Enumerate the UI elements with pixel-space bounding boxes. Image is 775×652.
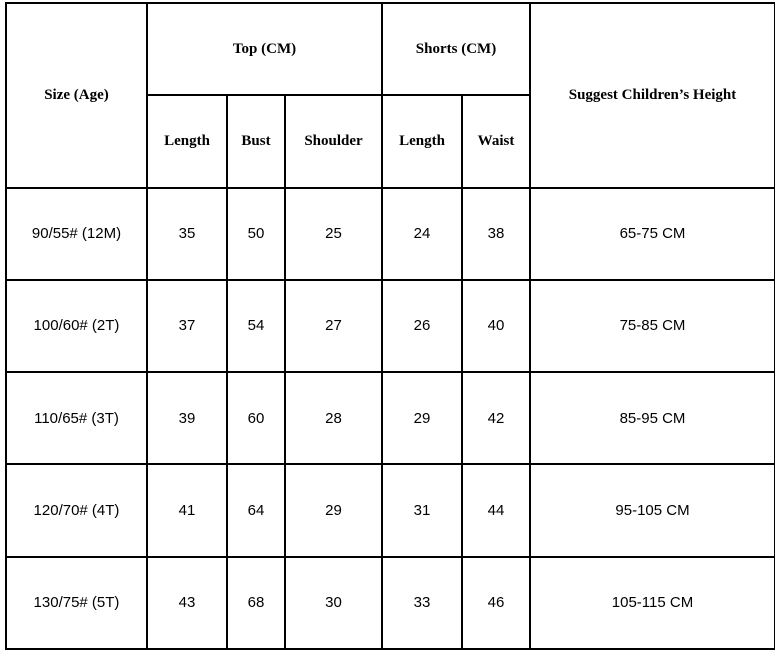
cell-size: 120/70# (4T) [6, 464, 147, 556]
cell-top-length: 35 [147, 188, 227, 280]
cell-top-length: 37 [147, 280, 227, 372]
cell-shorts-length: 33 [382, 557, 462, 649]
cell-top-length: 43 [147, 557, 227, 649]
cell-waist: 44 [462, 464, 530, 556]
header-top-bust: Bust [227, 95, 285, 187]
table-row [6, 464, 775, 556]
cell-bust: 54 [227, 280, 285, 372]
cell-size: 90/55# (12M) [6, 188, 147, 280]
cell-shoulder: 25 [285, 188, 382, 280]
header-children-height: Suggest Children’s Height [530, 3, 775, 188]
cell-height: 105-115 CM [530, 557, 775, 649]
cell-size: 130/75# (5T) [6, 557, 147, 649]
header-row-top [6, 3, 775, 95]
cell-height: 75-85 CM [530, 280, 775, 372]
cell-shorts-length: 29 [382, 372, 462, 464]
table-row [6, 372, 775, 464]
header-top-length: Length [147, 95, 227, 187]
cell-waist: 40 [462, 280, 530, 372]
header-top-cm: Top (CM) [147, 3, 382, 95]
cell-size: 100/60# (2T) [6, 280, 147, 372]
cell-shoulder: 30 [285, 557, 382, 649]
cell-bust: 50 [227, 188, 285, 280]
header-size-age: Size (Age) [6, 3, 147, 188]
header-shorts-length: Length [382, 95, 462, 187]
cell-waist: 42 [462, 372, 530, 464]
cell-size: 110/65# (3T) [6, 372, 147, 464]
cell-height: 95-105 CM [530, 464, 775, 556]
table-row [6, 188, 775, 280]
cell-bust: 60 [227, 372, 285, 464]
cell-top-length: 39 [147, 372, 227, 464]
cell-shoulder: 28 [285, 372, 382, 464]
cell-height: 65-75 CM [530, 188, 775, 280]
cell-bust: 68 [227, 557, 285, 649]
cell-top-length: 41 [147, 464, 227, 556]
cell-height: 85-95 CM [530, 372, 775, 464]
cell-waist: 38 [462, 188, 530, 280]
cell-shoulder: 27 [285, 280, 382, 372]
table-row [6, 557, 775, 649]
cell-shorts-length: 26 [382, 280, 462, 372]
header-shorts-waist: Waist [462, 95, 530, 187]
cell-bust: 64 [227, 464, 285, 556]
cell-waist: 46 [462, 557, 530, 649]
cell-shorts-length: 24 [382, 188, 462, 280]
cell-shorts-length: 31 [382, 464, 462, 556]
cell-shoulder: 29 [285, 464, 382, 556]
header-shorts-cm: Shorts (CM) [382, 3, 530, 95]
size-chart-table [5, 2, 775, 650]
header-top-shoulder: Shoulder [285, 95, 382, 187]
table-row [6, 280, 775, 372]
